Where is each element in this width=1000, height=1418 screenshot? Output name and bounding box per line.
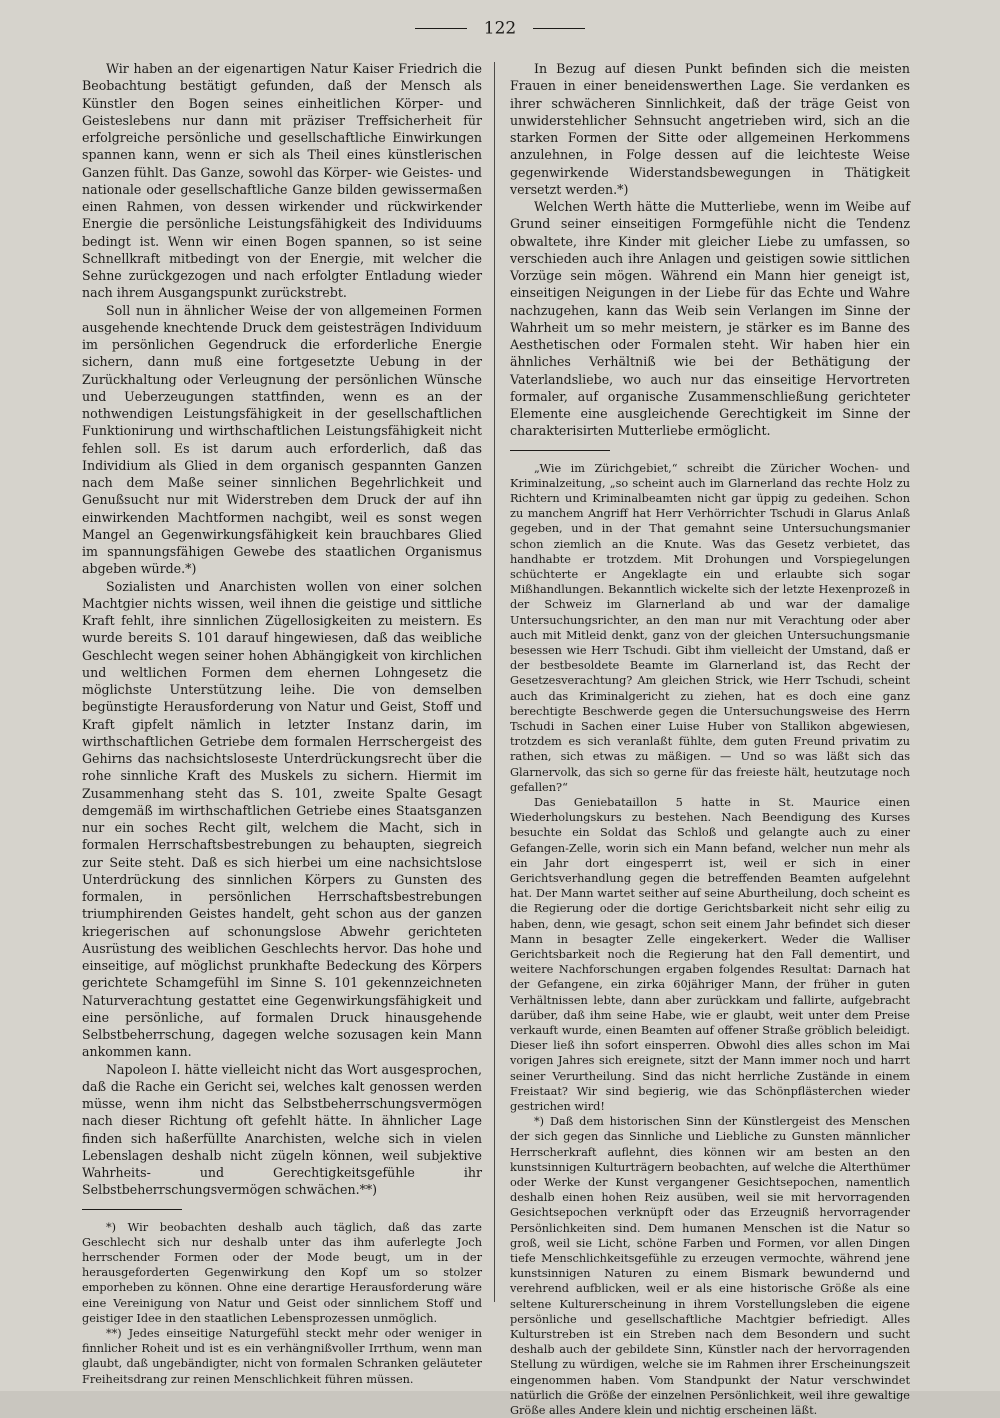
news-item: „Wie im Zürichgebiet,“ schreibt die Züricher Wochen- und Kriminalzeitung, „so scheint auch im Glarnerland das rechte Holz zu Richtern und Kriminalbeamten nicht gar üppig zu gedeihen. Schon zu manchem Angriff hat Herr Verhörrichter Tschudi in Glarus Anlaß gegeben, und in der That gemahnt seine Untersuchungsmanier schon ziemlich an die Knute. Was das Gesetz verbietet, das handhabte er trotzdem. Mit Drohungen und Vorspiegelungen schüchterte er Angeklagte ein und erlaubte sich sogar Mißhandlungen. Bekanntlich wickelte sich der letzte Hexenprozeß in der Schweiz im Glarnerland ab und war der damalige Untersuchungsrichter, an den man nur mit Verachtung oder aber auch mit Mitleid denkt, ganz von der gleichen Untersuchungsmanie besessen wie Herr Tschudi. Gibt ihm vielleicht der Umstand, daß er der bestbesoldete Beamte im Glarnerland ist, das Recht der Gesetzesverachtung? Am gleichen Strick, wie Herr Tschudi, scheint auch das Kriminalgericht zu ziehen, hat es doch eine ganz berechtigte Beschwerde gegen die Untersuchungsweise des Herrn Tschudi in Sachen einer Luise Huber von Stallikon abgewiesen, trotzdem es sich veranlaßt fühlte, dem guten Freund privatim zu rathen, sich etwas zu mäßigen. — Und so was läßt sich das Glarnervolk, das sich so gerne für das freieste hält, heutzutage noch gefallen?“ xyxy=(510,461,910,795)
page-number: 122 xyxy=(484,19,516,39)
paragraph: Napoleon I. hätte vielleicht nicht das Wort ausgesprochen, daß die Rache ein Gericht sei, welches kalt genossen werden müsse, wenn ihm nicht das Selbstbeherrschungsvermögen nach dieser Richtung oft gefehlt hätte. In ähnlicher Lage finden sich haßerfüllte Anarchisten, welche sich in vielen Lebenslagen deshalb nicht zügeln können, weil subjektive Wahrheits- und Gerechtigkeitsgefühle ihr Selbstbeherrschungsvermögen schwächen.**) xyxy=(82,1061,482,1199)
header-rule-left xyxy=(415,28,467,29)
section-separator xyxy=(510,450,610,451)
paragraph: Sozialisten und Anarchisten wollen von einer solchen Machtgier nichts wissen, weil ihnen die geistige und sittliche Kraft fehlt, ihre sinnlichen Zügellosigkeiten zu meistern. Es wurde bereits S. 101 darauf hingewiesen, daß das weibliche Geschlecht wegen seiner hohen Abhängigkeit von kirchlichen und weltlichen Formen dem ehernen Lohngesetz die möglichste Unterstützung leihe. Die von demselben begünstigte Herausforderung von Natur und Geist, Stoff und Kraft gipfelt nämlich in letzter Instanz darin, im wirthschaftlichen Getriebe dem formalen Herrschergeist des Gehirns das nachsichtsloseste Unterdrückungsrecht über die rohe sinnliche Kraft des Muskels zu sichern. Hiermit im Zusammenhang steht das S. 101, zweite Spalte Gesagt demgemäß im wirthschaftlichen Getriebe eines Staatsganzen nur ein soches Recht gilt, welchem die Macht, sich in formalen Herrschaftsbestrebungen zu behaupten, siegreich zur Seite steht. Daß es sich hierbei um eine nachsichtslose Unterdrückung des sinnlichen Körpers zu Gunsten des formalen, in persönlichen Herrschaftsbestrebungen triumphirenden Geistes handelt, geht schon aus der ganzen kriegerischen auf schonungslose Abwehr gerichteten Ausrüstung des weiblichen Geschlechts hervor. Das hohe und einseitige, auf möglichst prunkhafte Bedeckung des Körpers gerichtete Schamgefühl im Sinne S. 101 gekennzeichneten Naturverachtung gestattet eine Gegenwirkungsfähigkeit und eine persönliche, auf formalen Druck hinausgehende Selbstbeherrschung, dagegen welche sozusagen kein Mann ankommen kann. xyxy=(82,578,482,1061)
footnote-separator xyxy=(82,1209,182,1210)
page-header xyxy=(0,18,1000,39)
news-item: Das Geniebataillon 5 hatte in St. Maurice einen Wiederholungskurs zu bestehen. Nach Beendigung des Kurses besuchte ein Soldat das Schloß und gelangte auch zu einer Gefangen-Zelle, worin sich ein Mann befand, welcher nun mehr als ein Jahr dort eingesperrt ist, weil er sich in einer Gerichtsverhandlung gegen die betreffenden Beamten aufgelehnt hat. Der Mann wartet seither auf seine Aburtheilung, doch scheint es die Regierung oder die dortige Gerichtsbarkeit nicht sehr eilig zu haben, denn, wie gesagt, schon seit einem Jahr befindet sich dieser Mann in besagter Zelle eingekerkert. Weder die Walliser Gerichtsbarkeit noch die Regierung hat den Fall dementirt, und weitere Nachforschungen ergaben folgendes Resultat: Darnach hat der Gefangene, ein zirka 60jähriger Mann, der früher in guten Verhältnissen lebte, dann aber zurückkam und fallirte, aufgebracht darüber, daß ihm seine Habe, wie er glaubt, weit unter dem Preise verkauft wurde, einen Beamten auf offener Straße gröblich beleidigt. Dieser ließ ihn sofort einsperren. Obwohl dies alles schon im Mai vorigen Jahres sich ereignete, sitzt der Mann immer noch und harrt seiner Verurtheilung. Sind das nicht herrliche Zustände in einem Freistaat? Wir sind begierig, wie das Schönpflästerchen wieder gestrichen wird! xyxy=(510,795,910,1114)
footnote: *) Wir beobachten deshalb auch täglich, daß das zarte Geschlecht sich nur deshalb unter das ihm auferlegte Joch herrschender Formen oder der Mode beugt, um in der herausgeforderten Gegenwirkung den Kopf um so stolzer emporheben zu können. Ohne eine derartige Herausforderung wäre eine Vereinigung von Natur und Geist oder sinnlichem Stoff und geistiger Idee in den staatlichen Lebensprozessen unmöglich. xyxy=(82,1220,482,1326)
paragraph: Welchen Werth hätte die Mutterliebe, wenn im Weibe auf Grund seiner einseitigen Formgefühle nicht die Tendenz obwaltete, ihre Kinder mit gleicher Liebe zu umfassen, so verschieden auch ihre Anlagen und geistigen sowie sittlichen Vorzüge sein mögen. Während ein Mann hier geneigt ist, einseitigen Neigungen in der Liebe für das Echte und Wahre nachzugehen, kann das Weib sein Verlangen im Sinne der Wahrheit um so mehr meistern, je stärker es im Banne des Aesthetischen oder Formalen steht. Wir haben hier ein ähnliches Verhältniß wie bei der Bethätigung der Vaterlandsliebe, wo auch nur das einseitige Hervortreten formaler, auf organische Zusammenschließung gerichteter Elemente eine ausgleichende Gerechtigkeit im Sinne der charakterisirten Mutterliebe ermöglicht. xyxy=(510,198,910,440)
news-items xyxy=(510,461,910,1418)
paragraph: Soll nun in ähnlicher Weise der von allgemeinen Formen ausgehende knechtende Druck dem geistesträgen Individuum im persönlichen Gegendruck die erforderliche Energie sichern, dann muß eine fortgesetzte Uebung in der Zurückhaltung oder Verleugnung der persönlichen Wünsche und Ueberzeugungen stattfinden, wenn es an der nothwendigen Leistungsfähigkeit in der gesellschaftlichen Funktionirung und wirthschaftlichen Leistungsfähigkeit nicht fehlen soll. Es ist darum auch erforderlich, daß das Individium als Glied in dem organisch gespannten Ganzen nach dem Maße seiner sinnlichen Begehrlichkeit und Genußsucht nur mit Widerstreben dem Druck der auf ihn einwirkenden Machtformen nachgibt, weil es sonst wegen Mangel an Gegenwirkungsfähigkeit kein brauchbares Glied im spannungsfähigen Gewebe des staatlichen Organismus abgeben würde.*) xyxy=(82,302,482,578)
right-column xyxy=(510,60,910,1418)
footnotes xyxy=(82,1220,482,1387)
column-divider xyxy=(494,62,495,1302)
paragraph: In Bezug auf diesen Punkt befinden sich die meisten Frauen in einer beneidenswerthen Lage. Sie verdanken es ihrer schwächeren Sinnlichkeit, daß der träge Geist von unwiderstehlicher Sehnsucht angetrieben wird, sich an die starken Formen der Sitte oder allgemeinen Herkommens anzulehnen, in Folge dessen auf die leichteste Weise gegenwirkende Widerstandsbewegungen in Thätigkeit versetzt werden.*) xyxy=(510,60,910,198)
left-column xyxy=(82,60,482,1387)
paragraph: Wir haben an der eigenartigen Natur Kaiser Friedrich die Beobachtung bestätigt gefunden, daß der Mensch als Künstler den Bogen seines einheitlichen Körper- und Geisteslebens nur dann mit präziser Treffsicherheit für erfolgreiche persönliche und gesellschaftliche Einwirkungen spannen kann, wenn er sich als Theil eines künstlerischen Ganzen fühlt. Das Ganze, sowohl das Körper- wie Geistes- und nationale oder gesellschaftliche Ganze bilden gewissermaßen einen Rahmen, von dessen wirkender und rückwirkender Energie die persönliche Leistungsfähigkeit des Individuums bedingt ist. Wenn wir einen Bogen spannen, so ist seine Schnellkraft mitbedingt von der Energie, mit welcher die Sehne zurückgezogen und nach erfolgter Entladung wieder nach ihrem Ausgangspunkt zurückstrebt. xyxy=(82,60,482,302)
footnote: **) Jedes einseitige Naturgefühl steckt mehr oder weniger in finnlicher Roheit und ist es ein verhängnißvoller Irrthum, wenn man glaubt, daß ungebändigter, nicht von formalen Schranken geläuteter Freiheitsdrang zur reinen Menschlichkeit führen müssen. xyxy=(82,1326,482,1387)
footnote: *) Daß dem historischen Sinn der Künstlergeist des Menschen der sich gegen das Sinnliche und Liebliche zu Gunsten männlicher Herrscherkraft auflehnt, dies können wir am besten an den kunstsinnigen Kulturträgern beobachten, auf welche die Alterthümer oder Werke der Kunst vergangener Gesichtsepochen, namentlich deshalb einen hohen Reiz ausüben, weil sie mit hervorragenden Gesichtsepochen verknüpft oder das Erzeugniß hervorragender Persönlichkeiten sind. Dem humanen Menschen ist die Natur so groß, weil sie Licht, schöne Farben und Formen, vor allen Dingen tiefe Menschlichkeitsgefühle zu erzeugen vermochte, während jene kunstsinnigen Naturen zu einem Bismark bewundernd und verehrend aufblicken, weil er als eine historische Größe als eine seltene Kulturerscheinung in ihrem Vorstellungsleben die eigene persönliche und gesellschaftliche Machtgier befriedigt. Alles Kulturstreben ist ein Streben nach dem Besondern und sucht deshalb auch der gebildete Sinn, Künstler nach der hervorragenden Stellung zu würdigen, welche sie im Rahmen ihrer Erscheinungszeit eingenommen haben. Vom Standpunkt der Natur verschwindet natürlich die Größe der einzelnen Persönlichkeit, weil ihre gewaltige Größe alles Andere klein und nichtig erscheinen läßt. xyxy=(510,1114,910,1418)
header-rule-right xyxy=(533,28,585,29)
